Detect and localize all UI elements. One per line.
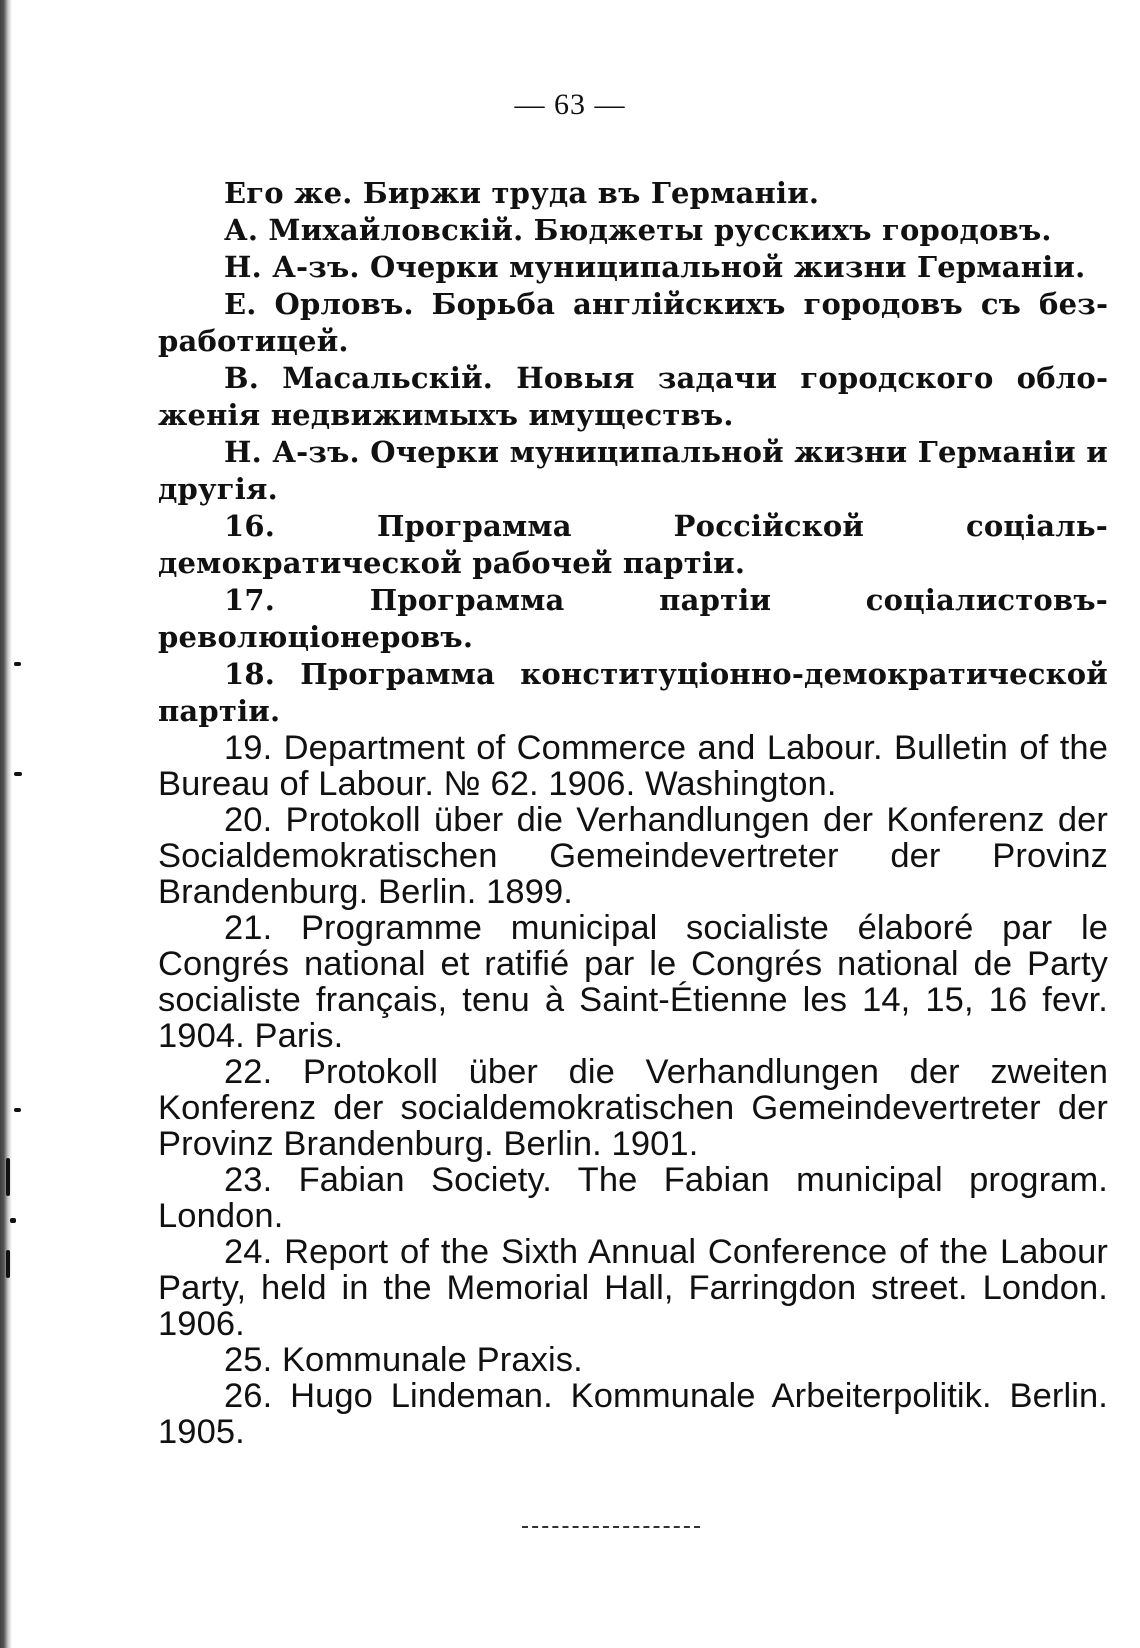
bibliography-entry: 23. Fabian Society. The Fabian municipal program. London. (158, 1161, 1108, 1235)
bibliography-entry: А. Михайловскій. Бюджеты русскихъ городовъ. (224, 213, 1052, 247)
bibliography-entry: 24. Report of the Sixth Annual Conference of the Labour Party, held in the Memorial Hall, Farringdon street. London. 1906. (158, 1233, 1108, 1343)
bibliography-list (158, 175, 1108, 1450)
bibliography-entry: 18. Программа конституціонно-демократической партіи. (158, 657, 1108, 728)
bibliography-entry: 20. Protokoll über die Verhandlungen der Konferenz der Socialdemokratischen Gemeindevertreter der Provinz Brandenburg. Berlin. 1899. (158, 801, 1108, 911)
bibliography-entry: 21. Programme municipal socialiste élaboré par le Congrés national et ratifié par le Congrés national de Party socialiste français, tenu à Saint-Étienne les 14, 15, 16 fevr. 1904. Paris. (158, 909, 1108, 1055)
margin-speck (14, 1108, 21, 1112)
bibliography-entry: В. Масальскій. Новыя задачи городского обложенія недвижимыхъ имуществъ. (158, 361, 1108, 432)
bibliography-entry: 16. Программа Россійской соціаль-демократической рабочей партіи. (158, 509, 1108, 580)
bibliography-entry: 26. Hugo Lindeman. Kommunale Arbeiterpolitik. Berlin. 1905. (158, 1377, 1108, 1451)
margin-speck (6, 1158, 10, 1196)
bibliography-entry: Его же. Биржи труда въ Германіи. (224, 176, 820, 210)
binding-edge (0, 0, 12, 1648)
bibliography-entry: 19. Department of Commerce and Labour. Bulletin of the Bureau of Labour. № 62. 1906. Washington. (158, 729, 1108, 803)
bibliography-entry: Н. А-зъ. Очерки муниципальной жизни Германіи. (224, 250, 1086, 284)
margin-speck (6, 1250, 10, 1278)
bibliography-entry: 17. Программа партіи соціалистовъ-революціонеровъ. (158, 583, 1108, 654)
end-rule (522, 1526, 700, 1528)
margin-speck (14, 772, 22, 776)
bibliography-entry: Н. А-зъ. Очерки муниципальной жизни Германіи и другія. (158, 435, 1108, 506)
bibliography-entry: 22. Protokoll über die Verhandlungen der zweiten Konferenz der socialdemokratischen Gemeindevertreter der Provinz Brandenburg. Berlin. 1901. (158, 1053, 1108, 1163)
bibliography-entry: 25. Kommunale Praxis. (224, 1341, 583, 1379)
margin-speck (14, 662, 21, 666)
margin-speck (10, 1218, 16, 1223)
bibliography-entry: Е. Орловъ. Борьба англійскихъ городовъ съ безработицей. (158, 287, 1108, 358)
page-number: — 63 — (514, 88, 626, 121)
